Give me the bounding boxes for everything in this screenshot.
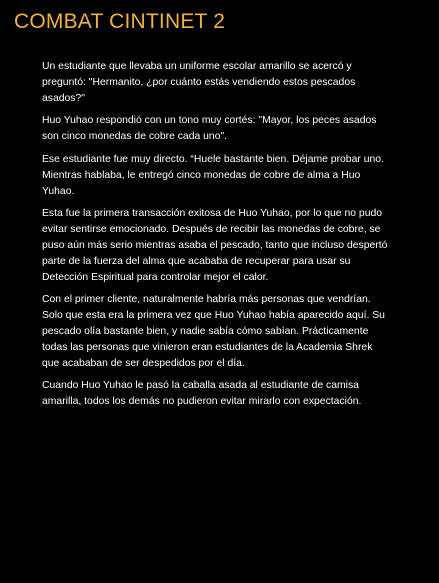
paragraph-3: Ese estudiante fue muy directo. “Huele bastante bien. Déjame probar uno. Mientras hablaba, le entregó cinco monedas de cobre de alma a Huo Yuhao. xyxy=(42,153,384,197)
document-title: COMBAT CINTINET 2 xyxy=(14,10,226,33)
document-body xyxy=(42,59,388,417)
paragraph-5: Con el primer cliente, naturalmente habría más personas que vendrían. Solo que esta era la primera vez que Huo Yuhao había aparecido aquí. Su pescado olía bastante bien, y nadie sabía cómo sabían. Prácticamente todas las personas que vinieron eran estudiantes de la Academia Shrek que acababan de ser despedidos por el día. xyxy=(42,294,385,369)
paragraph-6: Cuando Huo Yuhao le pasó la caballa asada al estudiante de camisa amarilla, todos los demás no pudieron evitar mirarlo con expectación. xyxy=(42,380,362,408)
paragraph-4: Esta fue la primera transacción exitosa de Huo Yuhao, por lo que no pudo evitar sentirse emocionado. Después de recibir las monedas de cobre, se puso aún más serio mientras asaba el pescado, tanto que incluso despertó parte de la fuerza del alma que acababa de recuperar para usar su Detección Espiritual para controlar mejor el calor. xyxy=(42,208,388,283)
paragraph-2: Huo Yuhao respondió con un tono muy cortés: "Mayor, los peces asados son cinco monedas de cobre cada uno". xyxy=(42,115,377,143)
paragraph-1: Un estudiante que llevaba un uniforme escolar amarillo se acercó y preguntó: "Hermanito, ¿por cuánto estás vendiendo estos pescados asados?" xyxy=(42,61,356,104)
